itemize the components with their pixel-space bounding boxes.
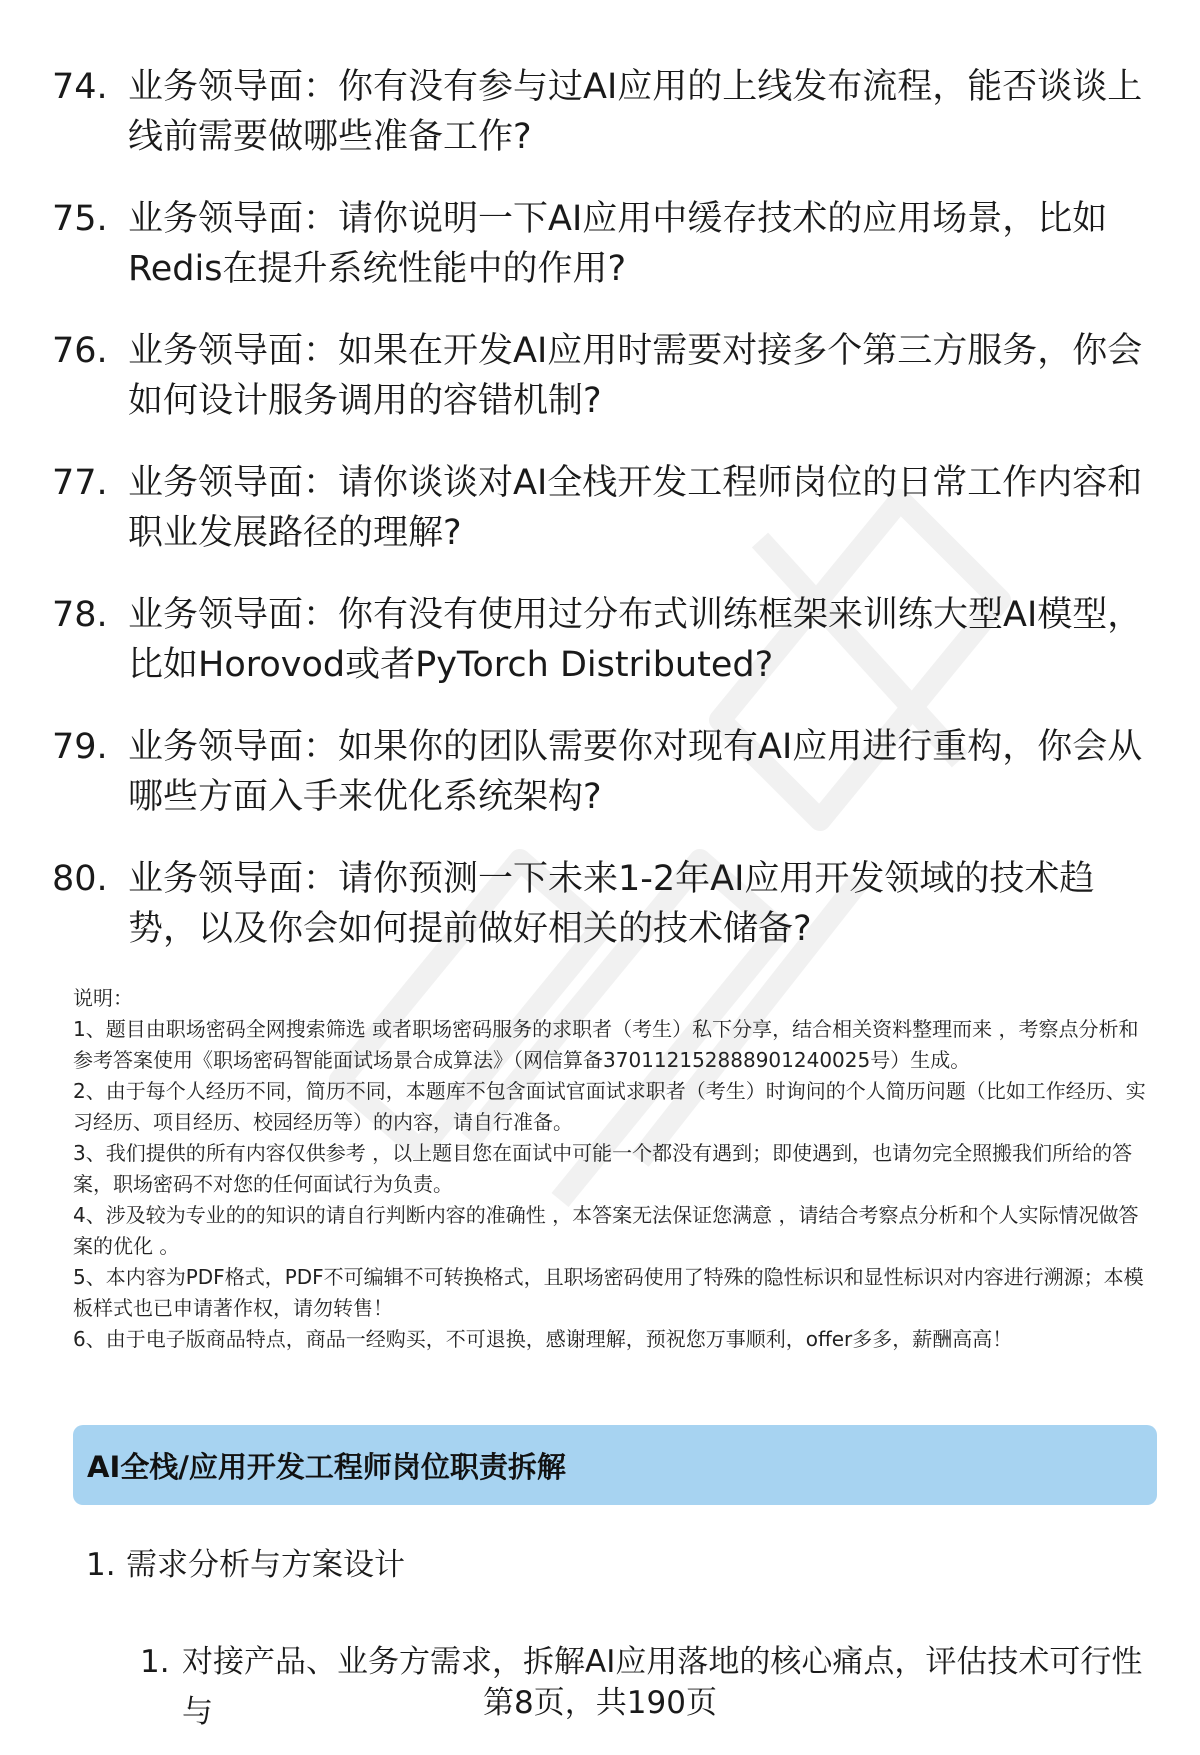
section-banner: [73, 1425, 1157, 1505]
note-item: 2、由于每个人经历不同，简历不同，本题库不包含面试官面试求职者（考生）时询问的个人简历问题（比如工作经历、实习经历、项目经历、校园经历等）的内容，请自行准备。: [73, 1079, 1146, 1134]
page-number: 第8页，共190页: [483, 1685, 717, 1721]
note-item: 3、我们提供的所有内容仅供参考 ，以上题目您在面试中可能一个都没有遇到；即使遇到，也请勿完全照搬我们所给的答案，职场密码不对您的任何面试行为负责。: [73, 1141, 1133, 1196]
section-title: AI全栈/应用开发工程师岗位职责拆解: [87, 1449, 566, 1484]
note-item: 5、本内容为PDF格式，PDF不可编辑不可转换格式，且职场密码使用了特殊的隐性标识和显性标识对内容进行溯源；本模板样式也已申请著作权，请勿转售！: [73, 1265, 1144, 1320]
notes-heading: 说明：: [73, 986, 133, 1010]
question-text: 业务领导面：如果你的团队需要你对现有AI应用进行重构，你会从哪些方面入手来优化系统架构?: [128, 727, 1143, 817]
question-number: 78.: [52, 595, 108, 635]
outline-text: 对接产品、业务方需求，拆解AI应用落地的核心痛点，评估技术可行性与: [182, 1644, 1143, 1730]
outline-number: 1.: [86, 1547, 116, 1583]
question-number: 80.: [52, 859, 108, 899]
question-list: [52, 62, 1152, 986]
outline-number: 1.: [140, 1644, 170, 1680]
question-item: [52, 326, 1152, 426]
question-number: 74.: [52, 67, 108, 107]
question-item: [52, 590, 1152, 690]
question-text: 业务领导面：请你说明一下AI应用中缓存技术的应用场景，比如Redis在提升系统性能中的作用?: [128, 199, 1108, 289]
question-number: 77.: [52, 463, 108, 503]
question-item: [52, 854, 1152, 954]
question-item: [52, 62, 1152, 162]
question-text: 业务领导面：你有没有使用过分布式训练框架来训练大型AI模型，比如Horovod或者PyTorch Distributed?: [128, 595, 1143, 685]
outline-text: 需求分析与方案设计: [126, 1547, 405, 1583]
question-number: 75.: [52, 199, 108, 239]
question-text: 业务领导面：你有没有参与过AI应用的上线发布流程，能否谈谈上线前需要做哪些准备工作?: [128, 67, 1143, 157]
note-item: 6、由于电子版商品特点，商品一经购买，不可退换，感谢理解，预祝您万事顺利，offer多多，薪酬高高！: [73, 1327, 1013, 1351]
question-text: 业务领导面：请你谈谈对AI全栈开发工程师岗位的日常工作内容和职业发展路径的理解?: [128, 463, 1143, 553]
question-number: 76.: [52, 331, 108, 371]
note-item: 4、涉及较为专业的的知识的请自行判断内容的准确性 ，本答案无法保证您满意 ，请结合考察点分析和个人实际情况做答案的优化 。: [73, 1203, 1139, 1258]
disclaimer-notes: [73, 983, 1158, 1355]
question-text: 业务领导面：如果在开发AI应用时需要对接多个第三方服务，你会如何设计服务调用的容错机制?: [128, 331, 1143, 421]
question-text: 业务领导面：请你预测一下未来1-2年AI应用开发领域的技术趋势，以及你会如何提前做好相关的技术储备?: [128, 859, 1095, 949]
question-number: 79.: [52, 727, 108, 767]
outline-level1-item: [86, 1540, 1156, 1590]
question-item: [52, 194, 1152, 294]
page-footer: [0, 1678, 1200, 1728]
note-item: 1、题目由职场密码全网搜索筛选 或者职场密码服务的求职者（考生）私下分享，结合相关资料整理而来 ，考察点分析和参考答案使用《职场密码智能面试场景合成算法》（网信算备370112152888901240025号）生成。: [73, 1017, 1139, 1072]
question-item: [52, 722, 1152, 822]
question-item: [52, 458, 1152, 558]
